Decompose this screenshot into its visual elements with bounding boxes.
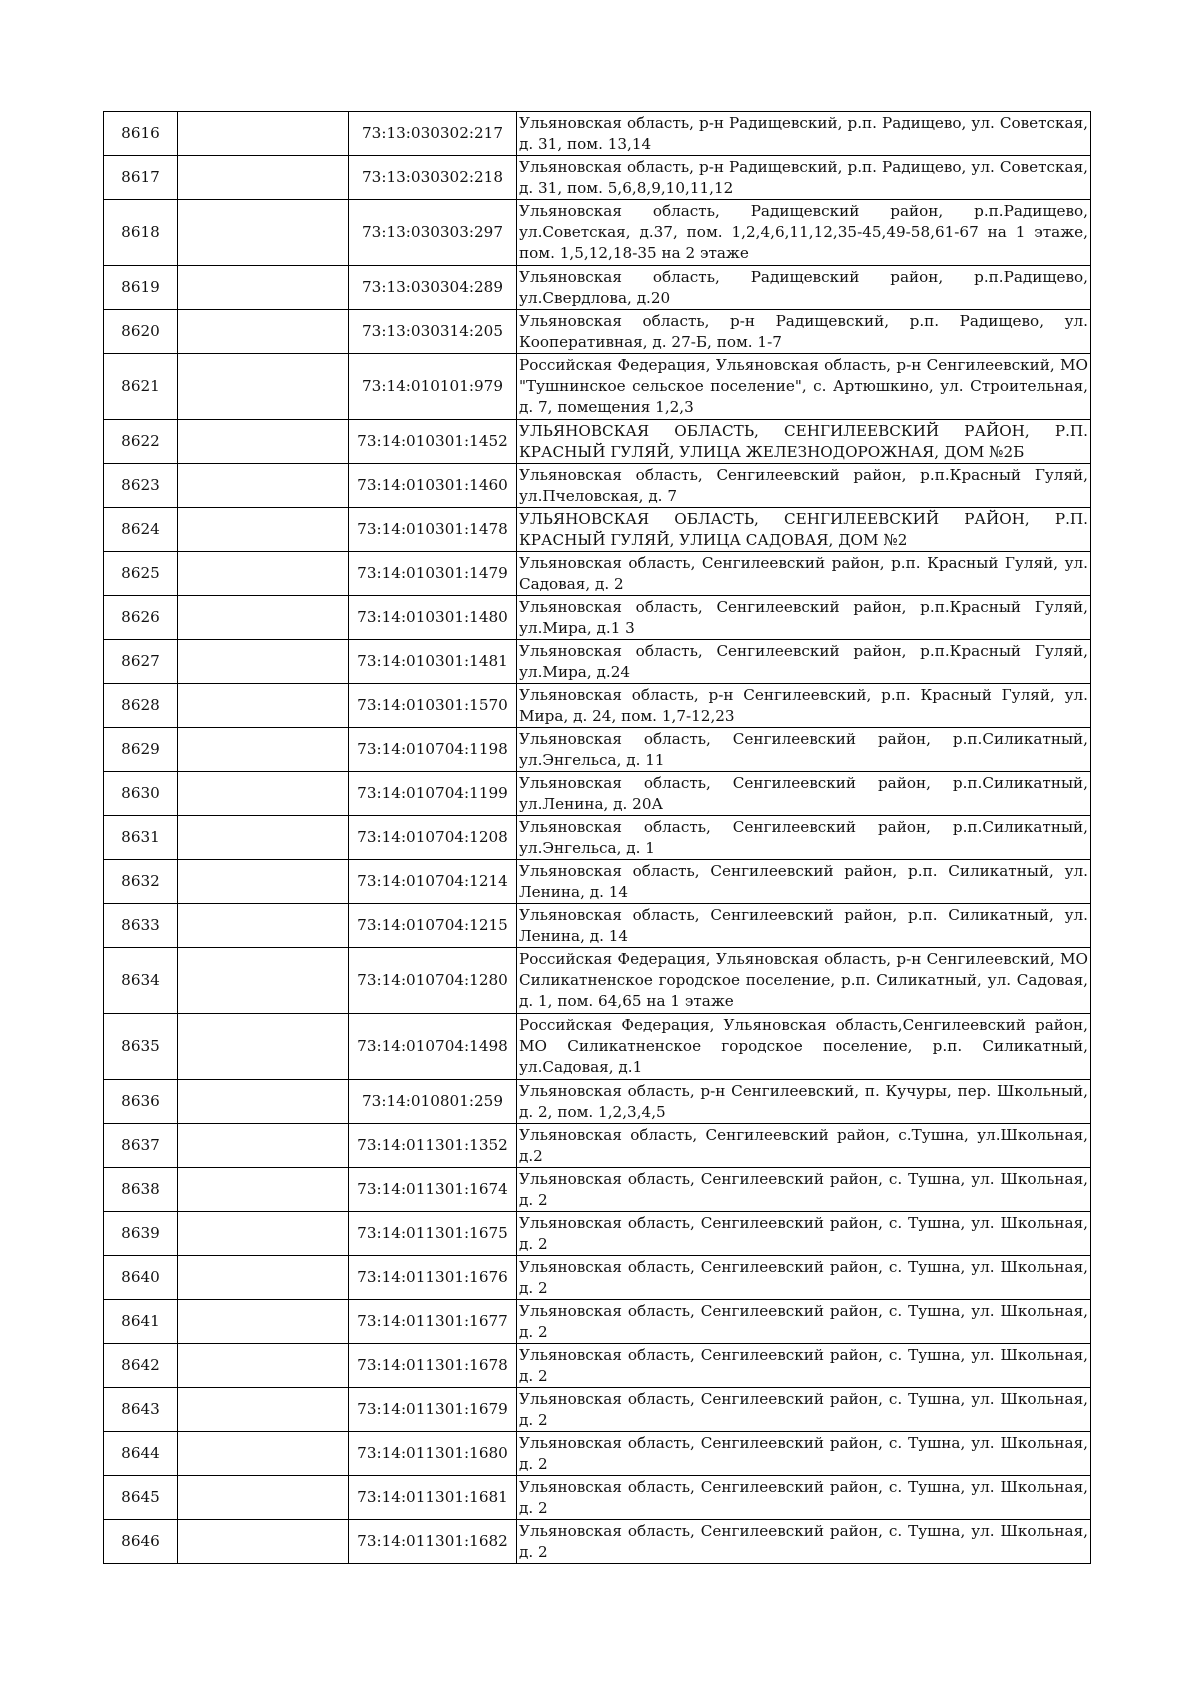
row-number-cell: 8622 bbox=[104, 420, 178, 464]
address-cell: Ульяновская область, Сенгилеевский район, с. Тушна, ул. Школьная, д. 2 bbox=[517, 1476, 1091, 1520]
row-number-cell: 8618 bbox=[104, 200, 178, 266]
address-cell: Ульяновская область, Сенгилеевский район, р.п.Красный Гуляй, ул.Мира, д.1 3 bbox=[517, 596, 1091, 640]
table-row bbox=[104, 1344, 1091, 1388]
table-row bbox=[104, 948, 1091, 1014]
row-number-cell: 8638 bbox=[104, 1168, 178, 1212]
table-row bbox=[104, 1256, 1091, 1300]
row-number-cell: 8630 bbox=[104, 772, 178, 816]
empty-cell bbox=[178, 354, 349, 420]
row-number-cell: 8644 bbox=[104, 1432, 178, 1476]
table-row bbox=[104, 1432, 1091, 1476]
address-cell: Ульяновская область, Сенгилеевский район, р.п. Красный Гуляй, ул. Садовая, д. 2 bbox=[517, 552, 1091, 596]
address-cell: Ульяновская область, Сенгилеевский район, с. Тушна, ул. Школьная, д. 2 bbox=[517, 1432, 1091, 1476]
table-row bbox=[104, 1476, 1091, 1520]
table-row bbox=[104, 508, 1091, 552]
cadastral-number-cell: 73:13:030302:218 bbox=[349, 156, 517, 200]
table-row bbox=[104, 266, 1091, 310]
address-cell: Ульяновская область, Сенгилеевский район, с. Тушна, ул. Школьная, д. 2 bbox=[517, 1256, 1091, 1300]
address-cell: Ульяновская область, р-н Радищевский, р.п. Радищево, ул. Советская, д. 31, пом. 5,6,8,9,10,11,12 bbox=[517, 156, 1091, 200]
address-cell: Ульяновская область, Сенгилеевский район, р.п.Красный Гуляй, ул.Мира, д.24 bbox=[517, 640, 1091, 684]
empty-cell bbox=[178, 266, 349, 310]
table-row bbox=[104, 354, 1091, 420]
table-row bbox=[104, 156, 1091, 200]
table-row bbox=[104, 1388, 1091, 1432]
address-cell: Ульяновская область, р-н Радищевский, р.п. Радищево, ул. Кооперативная, д. 27-Б, пом. 1-7 bbox=[517, 310, 1091, 354]
table-row bbox=[104, 552, 1091, 596]
address-cell: Ульяновская область, Сенгилеевский район, р.п.Силикатный, ул.Энгельса, д. 1 bbox=[517, 816, 1091, 860]
row-number-cell: 8616 bbox=[104, 112, 178, 156]
row-number-cell: 8620 bbox=[104, 310, 178, 354]
empty-cell bbox=[178, 112, 349, 156]
table-row bbox=[104, 728, 1091, 772]
cadastral-number-cell: 73:13:030303:297 bbox=[349, 200, 517, 266]
table-row bbox=[104, 816, 1091, 860]
empty-cell bbox=[178, 728, 349, 772]
table-row bbox=[104, 310, 1091, 354]
address-cell: Ульяновская область, Сенгилеевский район, с. Тушна, ул. Школьная, д. 2 bbox=[517, 1212, 1091, 1256]
row-number-cell: 8641 bbox=[104, 1300, 178, 1344]
cadastral-number-cell: 73:14:010301:1479 bbox=[349, 552, 517, 596]
empty-cell bbox=[178, 1212, 349, 1256]
cadastral-number-cell: 73:14:010301:1452 bbox=[349, 420, 517, 464]
address-cell: Ульяновская область, Сенгилеевский район, р.п. Силикатный, ул. Ленина, д. 14 bbox=[517, 904, 1091, 948]
row-number-cell: 8629 bbox=[104, 728, 178, 772]
row-number-cell: 8634 bbox=[104, 948, 178, 1014]
address-cell: Российская Федерация, Ульяновская область, р-н Сенгилеевский, МО Силикатненское городское поселение, р.п. Силикатный, ул. Садовая, д. 1, пом. 64,65 на 1 этаже bbox=[517, 948, 1091, 1014]
row-number-cell: 8645 bbox=[104, 1476, 178, 1520]
row-number-cell: 8635 bbox=[104, 1014, 178, 1080]
table-row bbox=[104, 772, 1091, 816]
table-row bbox=[104, 1300, 1091, 1344]
address-cell: УЛЬЯНОВСКАЯ ОБЛАСТЬ, СЕНГИЛЕЕВСКИЙ РАЙОН, Р.П. КРАСНЫЙ ГУЛЯЙ, УЛИЦА САДОВАЯ, ДОМ №2 bbox=[517, 508, 1091, 552]
empty-cell bbox=[178, 1520, 349, 1564]
row-number-cell: 8639 bbox=[104, 1212, 178, 1256]
row-number-cell: 8617 bbox=[104, 156, 178, 200]
cadastral-number-cell: 73:14:011301:1675 bbox=[349, 1212, 517, 1256]
empty-cell bbox=[178, 860, 349, 904]
empty-cell bbox=[178, 1168, 349, 1212]
cadastral-number-cell: 73:14:011301:1680 bbox=[349, 1432, 517, 1476]
address-cell: Ульяновская область, Сенгилеевский район, с. Тушна, ул. Школьная, д. 2 bbox=[517, 1168, 1091, 1212]
row-number-cell: 8631 bbox=[104, 816, 178, 860]
empty-cell bbox=[178, 904, 349, 948]
empty-cell bbox=[178, 1080, 349, 1124]
cadastral-number-cell: 73:14:011301:1677 bbox=[349, 1300, 517, 1344]
table-row bbox=[104, 640, 1091, 684]
row-number-cell: 8633 bbox=[104, 904, 178, 948]
empty-cell bbox=[178, 948, 349, 1014]
empty-cell bbox=[178, 816, 349, 860]
cadastral-number-cell: 73:14:010301:1478 bbox=[349, 508, 517, 552]
cadastral-number-cell: 73:14:010704:1215 bbox=[349, 904, 517, 948]
table-row bbox=[104, 1212, 1091, 1256]
address-cell: Ульяновская область, Сенгилеевский район, р.п.Силикатный, ул.Ленина, д. 20А bbox=[517, 772, 1091, 816]
cadastral-number-cell: 73:14:011301:1678 bbox=[349, 1344, 517, 1388]
row-number-cell: 8624 bbox=[104, 508, 178, 552]
address-cell: Ульяновская область, р-н Сенгилеевский, п. Кучуры, пер. Школьный, д. 2, пом. 1,2,3,4,5 bbox=[517, 1080, 1091, 1124]
cadastral-number-cell: 73:14:010704:1198 bbox=[349, 728, 517, 772]
empty-cell bbox=[178, 1476, 349, 1520]
cadastral-number-cell: 73:14:010704:1214 bbox=[349, 860, 517, 904]
address-cell: УЛЬЯНОВСКАЯ ОБЛАСТЬ, СЕНГИЛЕЕВСКИЙ РАЙОН, Р.П. КРАСНЫЙ ГУЛЯЙ, УЛИЦА ЖЕЛЕЗНОДОРОЖНАЯ, ДОМ №2Б bbox=[517, 420, 1091, 464]
empty-cell bbox=[178, 1432, 349, 1476]
table-row bbox=[104, 420, 1091, 464]
empty-cell bbox=[178, 508, 349, 552]
cadastral-number-cell: 73:14:011301:1674 bbox=[349, 1168, 517, 1212]
row-number-cell: 8625 bbox=[104, 552, 178, 596]
address-cell: Ульяновская область, Сенгилеевский район, с. Тушна, ул. Школьная, д. 2 bbox=[517, 1520, 1091, 1564]
row-number-cell: 8646 bbox=[104, 1520, 178, 1564]
cadastral-number-cell: 73:13:030314:205 bbox=[349, 310, 517, 354]
row-number-cell: 8632 bbox=[104, 860, 178, 904]
table-row bbox=[104, 1124, 1091, 1168]
empty-cell bbox=[178, 464, 349, 508]
table-row bbox=[104, 464, 1091, 508]
address-cell: Российская Федерация, Ульяновская область, р-н Сенгилеевский, МО "Тушнинское сельское поселение", с. Артюшкино, ул. Строительная, д. 7, помещения 1,2,3 bbox=[517, 354, 1091, 420]
row-number-cell: 8636 bbox=[104, 1080, 178, 1124]
cadastral-number-cell: 73:14:010801:259 bbox=[349, 1080, 517, 1124]
empty-cell bbox=[178, 1300, 349, 1344]
row-number-cell: 8642 bbox=[104, 1344, 178, 1388]
registry-table bbox=[103, 111, 1091, 1564]
cadastral-number-cell: 73:14:010704:1498 bbox=[349, 1014, 517, 1080]
cadastral-number-cell: 73:14:010301:1460 bbox=[349, 464, 517, 508]
empty-cell bbox=[178, 156, 349, 200]
cadastral-number-cell: 73:14:011301:1679 bbox=[349, 1388, 517, 1432]
cadastral-number-cell: 73:14:010704:1280 bbox=[349, 948, 517, 1014]
address-cell: Ульяновская область, Сенгилеевский район, р.п.Силикатный, ул.Энгельса, д. 11 bbox=[517, 728, 1091, 772]
row-number-cell: 8628 bbox=[104, 684, 178, 728]
address-cell: Ульяновская область, Сенгилеевский район, с. Тушна, ул. Школьная, д. 2 bbox=[517, 1388, 1091, 1432]
row-number-cell: 8643 bbox=[104, 1388, 178, 1432]
cadastral-number-cell: 73:14:010301:1481 bbox=[349, 640, 517, 684]
table-row bbox=[104, 200, 1091, 266]
row-number-cell: 8623 bbox=[104, 464, 178, 508]
table-row bbox=[104, 1080, 1091, 1124]
empty-cell bbox=[178, 1344, 349, 1388]
table-row bbox=[104, 904, 1091, 948]
empty-cell bbox=[178, 200, 349, 266]
row-number-cell: 8627 bbox=[104, 640, 178, 684]
cadastral-number-cell: 73:14:011301:1676 bbox=[349, 1256, 517, 1300]
address-cell: Ульяновская область, Радищевский район, р.п.Радищево, ул.Свердлова, д.20 bbox=[517, 266, 1091, 310]
cadastral-number-cell: 73:14:010101:979 bbox=[349, 354, 517, 420]
address-cell: Ульяновская область, Сенгилеевский район, р.п. Силикатный, ул. Ленина, д. 14 bbox=[517, 860, 1091, 904]
empty-cell bbox=[178, 420, 349, 464]
address-cell: Ульяновская область, р-н Радищевский, р.п. Радищево, ул. Советская, д. 31, пом. 13,14 bbox=[517, 112, 1091, 156]
cadastral-number-cell: 73:14:010301:1480 bbox=[349, 596, 517, 640]
table-row bbox=[104, 112, 1091, 156]
cadastral-number-cell: 73:14:010704:1208 bbox=[349, 816, 517, 860]
row-number-cell: 8621 bbox=[104, 354, 178, 420]
address-cell: Ульяновская область, Радищевский район, р.п.Радищево, ул.Советская, д.37, пом. 1,2,4,6,11,12,35-45,49-58,61-67 на 1 этаже, пом. 1,5,12,18-35 на 2 этаже bbox=[517, 200, 1091, 266]
empty-cell bbox=[178, 310, 349, 354]
empty-cell bbox=[178, 684, 349, 728]
address-cell: Ульяновская область, Сенгилеевский район, р.п.Красный Гуляй, ул.Пчеловская, д. 7 bbox=[517, 464, 1091, 508]
cadastral-number-cell: 73:14:011301:1681 bbox=[349, 1476, 517, 1520]
address-cell: Ульяновская область, Сенгилеевский район, с.Тушна, ул.Школьная, д.2 bbox=[517, 1124, 1091, 1168]
address-cell: Российская Федерация, Ульяновская область,Сенгилеевский район, МО Силикатненское городское поселение, р.п. Силикатный, ул.Садовая, д.1 bbox=[517, 1014, 1091, 1080]
empty-cell bbox=[178, 1388, 349, 1432]
empty-cell bbox=[178, 1014, 349, 1080]
table-row bbox=[104, 1168, 1091, 1212]
cadastral-number-cell: 73:14:011301:1682 bbox=[349, 1520, 517, 1564]
row-number-cell: 8640 bbox=[104, 1256, 178, 1300]
empty-cell bbox=[178, 772, 349, 816]
table-row bbox=[104, 596, 1091, 640]
table-row bbox=[104, 860, 1091, 904]
table-row bbox=[104, 1520, 1091, 1564]
cadastral-number-cell: 73:14:010704:1199 bbox=[349, 772, 517, 816]
empty-cell bbox=[178, 640, 349, 684]
cadastral-number-cell: 73:13:030304:289 bbox=[349, 266, 517, 310]
table-row bbox=[104, 684, 1091, 728]
empty-cell bbox=[178, 1124, 349, 1168]
cadastral-number-cell: 73:14:011301:1352 bbox=[349, 1124, 517, 1168]
address-cell: Ульяновская область, Сенгилеевский район, с. Тушна, ул. Школьная, д. 2 bbox=[517, 1300, 1091, 1344]
registry-table-body bbox=[104, 112, 1091, 1564]
row-number-cell: 8626 bbox=[104, 596, 178, 640]
address-cell: Ульяновская область, Сенгилеевский район, с. Тушна, ул. Школьная, д. 2 bbox=[517, 1344, 1091, 1388]
row-number-cell: 8619 bbox=[104, 266, 178, 310]
empty-cell bbox=[178, 552, 349, 596]
table-row bbox=[104, 1014, 1091, 1080]
empty-cell bbox=[178, 1256, 349, 1300]
cadastral-number-cell: 73:13:030302:217 bbox=[349, 112, 517, 156]
cadastral-number-cell: 73:14:010301:1570 bbox=[349, 684, 517, 728]
row-number-cell: 8637 bbox=[104, 1124, 178, 1168]
address-cell: Ульяновская область, р-н Сенгилеевский, р.п. Красный Гуляй, ул. Мира, д. 24, пом. 1,7-12,23 bbox=[517, 684, 1091, 728]
empty-cell bbox=[178, 596, 349, 640]
